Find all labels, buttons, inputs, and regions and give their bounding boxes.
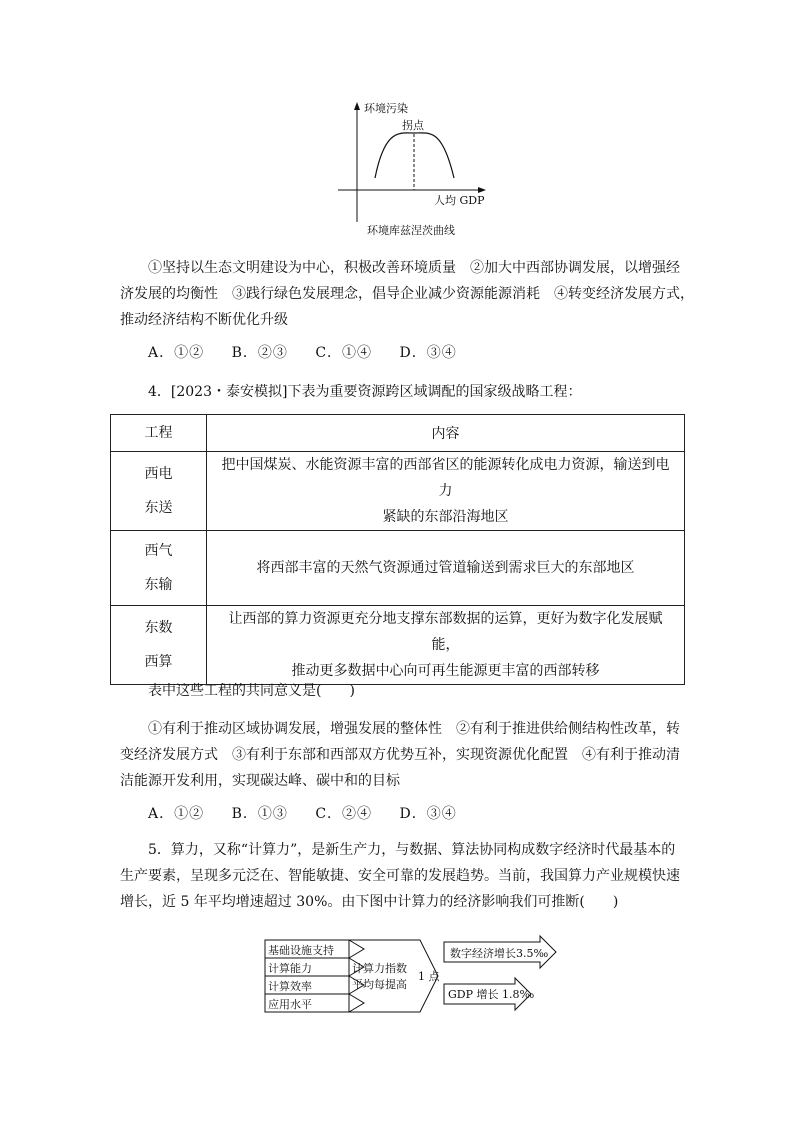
project-content	[207, 531, 685, 606]
project-name-line: 东输	[144, 577, 173, 593]
projects-table	[110, 414, 685, 685]
q3-statements-cont	[120, 281, 700, 333]
q3-option-c[interactable]: C．①④	[315, 345, 373, 361]
table-row	[111, 452, 685, 531]
project-name-line: 西气	[144, 543, 173, 559]
table-header-row	[111, 415, 685, 452]
factor-label: 应用水平	[268, 998, 312, 1011]
q3-option-d[interactable]: D．③④	[399, 345, 457, 361]
q4-options	[148, 803, 479, 823]
project-content	[207, 606, 685, 685]
computing-power-diagram	[260, 932, 570, 1016]
figure-caption: 环境库兹涅茨曲线	[367, 224, 455, 237]
project-name	[111, 531, 207, 606]
outcome-label: GDP 增长 1.8‰	[448, 988, 535, 1001]
q3-statement-line: ①坚持以生态文明建设为中心，积极改善环境质量 ②加大中西部协调发展，以增强经	[148, 260, 680, 276]
q4-statement-line: 洁能源开发利用，实现碳达峰、碳中和的目标	[120, 773, 400, 789]
point-label: 1 点	[418, 970, 440, 983]
project-name	[111, 452, 207, 531]
project-name-line: 西电	[144, 466, 173, 482]
table-row	[111, 606, 685, 685]
q5-stem-cont	[120, 863, 710, 915]
outcome-label: 数字经济增长3.5‰	[450, 947, 549, 960]
y-axis-arrow	[354, 102, 360, 110]
y-axis-label: 环境污染	[364, 102, 408, 115]
q5-line: 5．算力，又称“计算力”，是新生产力，与数据、算法协同构成数字经济时代最基本的	[148, 842, 676, 858]
index-label-1: 计算力指数	[352, 962, 407, 975]
content-line: 将西部丰富的天然气资源通过管道输送到需求巨大的东部地区	[256, 560, 635, 576]
q3-statements	[148, 255, 708, 281]
kuznets-curve-figure	[330, 98, 510, 240]
index-label-2: 平均每提高	[352, 978, 407, 991]
project-name-line: 西算	[144, 654, 173, 670]
content-line: 紧缺的东部沿海地区	[382, 509, 509, 525]
q5-line: 增长，近 5 年平均增速超过 30%。由下图中计算力的经济影响我们可推断( )	[120, 894, 619, 910]
content-line: 让西部的算力资源更充分地支撑东部数据的运算，更好为数字化发展赋能，	[228, 611, 663, 653]
q4-stem: 4．[2023・泰安模拟]下表为重要资源跨区域调配的国家级战略工程：	[148, 384, 582, 400]
q4-statement-line: ①有利于推动区域协调发展，增强发展的整体性 ②有利于推进供给侧结构性改革，转	[148, 721, 680, 737]
factor-label: 计算能力	[268, 962, 312, 975]
q4-statements	[148, 716, 708, 742]
q4-option-d[interactable]: D．③④	[399, 806, 457, 822]
table-row	[111, 531, 685, 606]
q4-option-a[interactable]: A．①②	[148, 806, 205, 822]
q4-option-c[interactable]: C．②④	[315, 806, 373, 822]
header-content: 内容	[207, 415, 685, 452]
project-name-line: 东送	[144, 500, 173, 516]
project-content	[207, 452, 685, 531]
factor-label: 基础设施支持	[268, 944, 334, 957]
q5-stem	[148, 837, 708, 863]
x-axis-arrow	[478, 187, 486, 193]
q3-statement-line: 推动经济结构不断优化升级	[120, 312, 288, 328]
project-name-line: 东数	[144, 620, 173, 636]
q3-options	[148, 342, 479, 362]
q3-statement-line: 济发展的均衡性 ③践行绿色发展理念，倡导企业减少资源能源消耗 ④转变经济发展方式，	[120, 286, 694, 302]
q3-option-b[interactable]: B．②③	[231, 345, 288, 361]
factor-label: 计算效率	[268, 980, 312, 993]
content-line: 把中国煤炭、水能资源丰富的西部省区的能源转化成电力资源，输送到电力	[221, 457, 670, 499]
q4-statements-cont	[120, 742, 700, 794]
content-line: 推动更多数据中心向可再生能源更丰富的西部转移	[291, 663, 600, 679]
project-name	[111, 606, 207, 685]
q3-option-a[interactable]: A．①②	[148, 345, 205, 361]
q4-question: 表中这些工程的共同意义是( )	[148, 683, 355, 699]
q4-option-b[interactable]: B．①③	[231, 806, 288, 822]
q5-line: 生产要素，呈现多元泛在、智能敏捷、安全可靠的发展趋势。当前，我国算力产业规模快速	[120, 868, 680, 884]
q4-statement-line: 变经济发展方式 ③有利于东部和西部双方优势互补，实现资源优化配置 ④有利于推动清	[120, 747, 680, 763]
header-project: 工程	[111, 415, 207, 452]
turning-point-label: 拐点	[402, 119, 424, 132]
x-axis-label: 人均 GDP	[434, 194, 485, 207]
